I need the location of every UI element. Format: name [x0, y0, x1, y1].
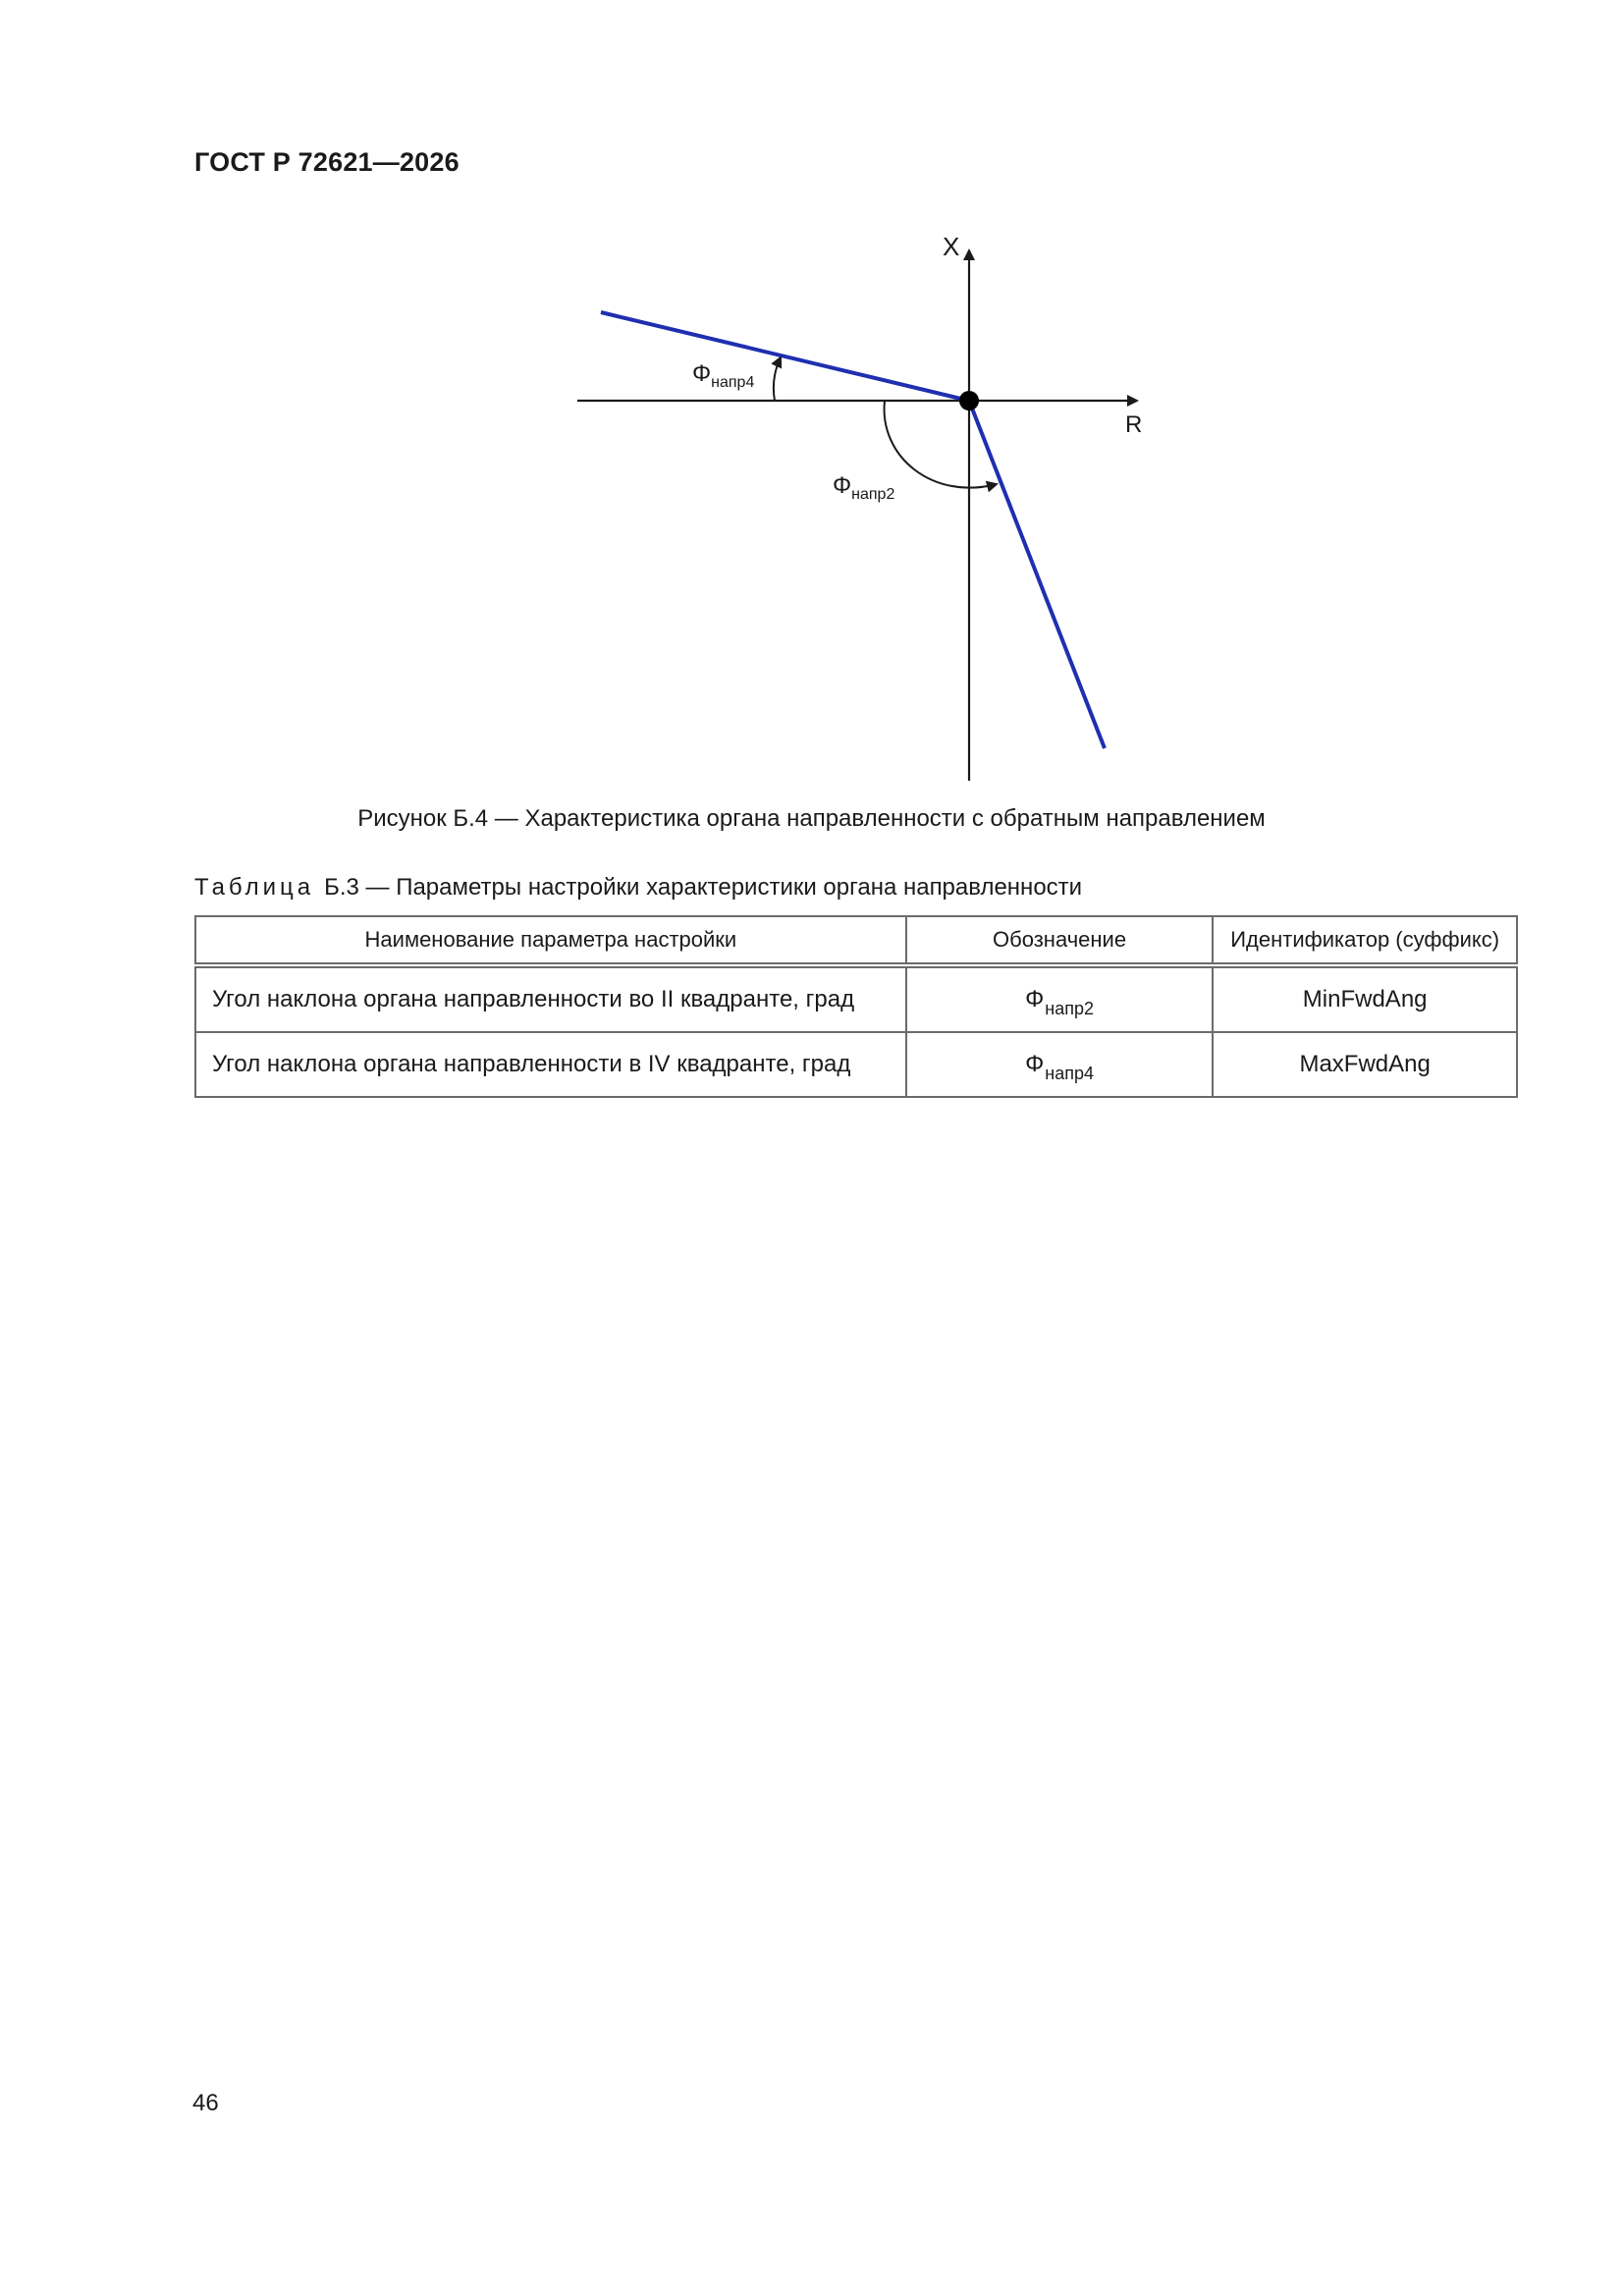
header-parameter-name: Наименование параметра настройки	[195, 916, 906, 965]
table-title	[194, 874, 1082, 902]
angle4-label: $\Phi_{напр4}$	[692, 360, 755, 391]
row-parameter-name: Угол наклона органа направленности во II квадранте, град	[195, 965, 906, 1032]
angle4-arc	[774, 357, 781, 401]
row-parameter-name: Угол наклона органа направленности в IV квадранте, град	[195, 1032, 906, 1097]
document-code: ГОСТ Р 72621—2026	[194, 147, 460, 177]
row-symbol: $\Phi_{напр4}$	[906, 1032, 1214, 1097]
origin-point	[959, 391, 979, 410]
x-axis-label: X	[943, 232, 960, 261]
figure-caption: Рисунок Б.4 — Характеристика органа направленности с обратным направлением	[357, 805, 1266, 832]
header-symbol: Обозначение	[906, 916, 1214, 965]
header-identifier: Идентификатор (суффикс)	[1213, 916, 1517, 965]
table-row	[195, 1032, 1517, 1097]
characteristic-line-quadrant-iv	[969, 401, 1105, 748]
table-header-row	[195, 916, 1517, 965]
table-row	[195, 965, 1517, 1032]
table-title-text: Б.3 — Параметры настройки характеристики органа направленности	[324, 874, 1083, 901]
parameters-table	[194, 915, 1518, 1098]
angle2-label: $\Phi_{напр2}$	[833, 472, 895, 503]
row-identifier: MaxFwdAng	[1213, 1032, 1517, 1097]
r-axis-label: R	[1125, 411, 1143, 438]
page-number: 46	[192, 2090, 219, 2116]
row-symbol: $\Phi_{напр2}$	[906, 965, 1214, 1032]
characteristic-line-quadrant-ii	[601, 312, 969, 401]
angle2-arc	[885, 401, 997, 488]
characteristic-diagram	[0, 0, 1623, 805]
table-title-prefix: Таблица	[194, 874, 315, 901]
row-identifier: MinFwdAng	[1213, 965, 1517, 1032]
